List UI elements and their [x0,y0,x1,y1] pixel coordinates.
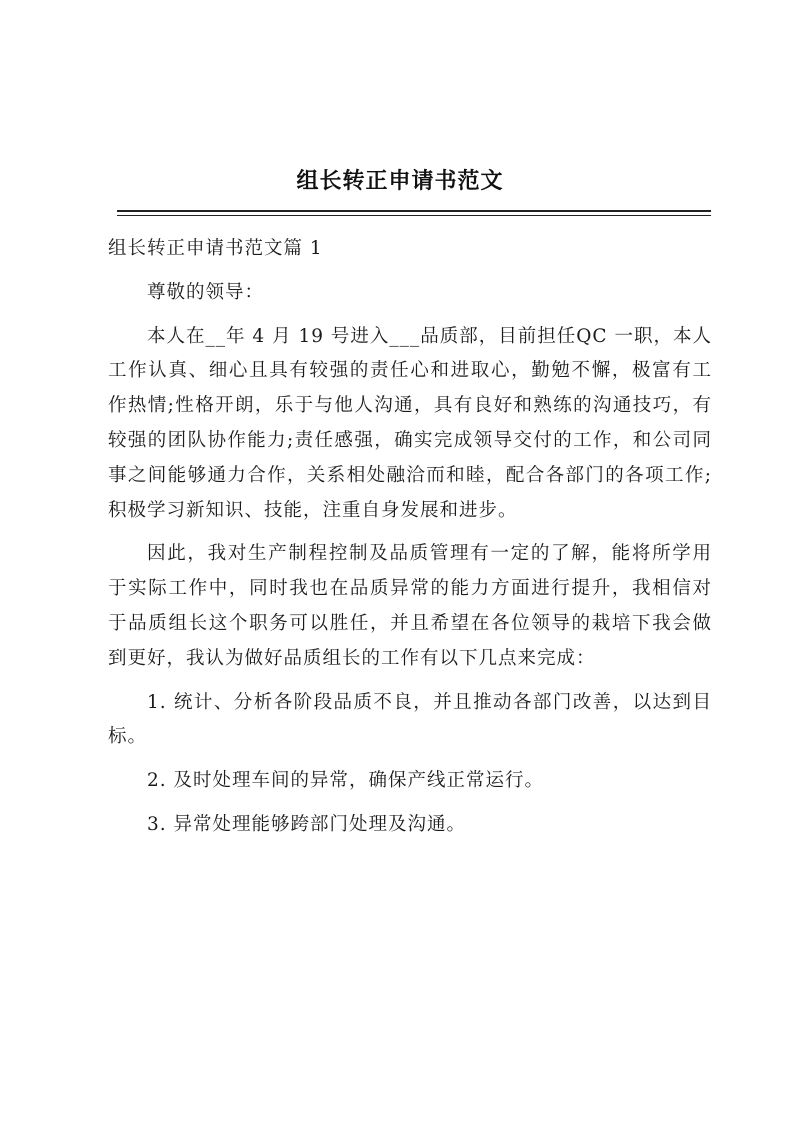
salutation: 尊敬的领导： [147,281,265,303]
document-title: 组长转正申请书范文 [296,168,504,194]
list-item: 1. 统计、分析各阶段品质不良，并且推动各部门改善，以达到目标。 [108,691,712,748]
document-body [108,232,712,852]
list-item: 3. 异常处理能够跨部门处理及沟通。 [147,813,467,835]
paragraph: 本人在__年 4 月 19 号进入___品质部，目前担任QC 一职，本人工作认真、细心且具有较强的责任心和进取心，勤勉不懈，极富有工作热情;性格开朗，乐于与他人沟通，具有良好和熟练的沟通技巧，有较强的团队协作能力;责任感强，确实完成领导交付的工作，和公司同事之间能够通力合作，关系相处融洽而和睦，配合各部门的各项工作;积极学习新知识、技能，注重自身发展和进步。 [108,325,712,521]
section-heading: 组长转正申请书范文篇 1 [108,238,323,259]
paragraph: 因此，我对生产制程控制及品质管理有一定的了解，能将所学用于实际工作中，同时我也在品质异常的能力方面进行提升，我相信对于品质组长这个职务可以胜任，并且希望在各位领导的栽培下我会做到更好，我认为做好品质组长的工作有以下几点来完成： [108,543,712,669]
title-divider-thin [117,215,711,216]
list-item: 2. 及时处理车间的异常，确保产线正常运行。 [147,770,545,792]
title-divider-thick [117,210,711,212]
